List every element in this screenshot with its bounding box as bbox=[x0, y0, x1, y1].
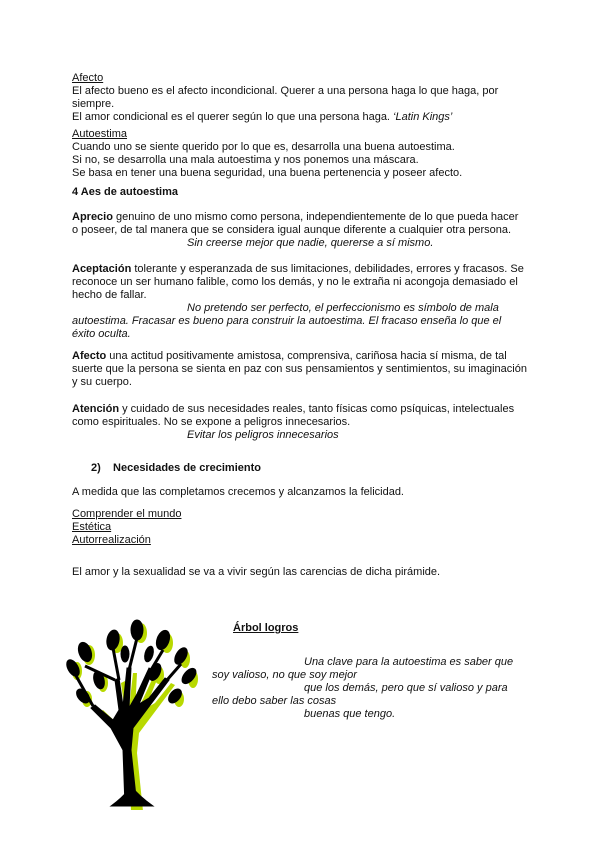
aceptacion-term: Aceptación bbox=[72, 263, 132, 275]
autoestima-line-2: Si no, se desarrolla una mala autoestima y nos ponemos una máscara. bbox=[72, 154, 419, 166]
tree-illustration bbox=[55, 610, 215, 810]
afecto-section bbox=[72, 72, 532, 124]
arbol-quote bbox=[212, 656, 532, 721]
autoestima-heading: Autoestima bbox=[72, 128, 128, 140]
necesidades-intro: A medida que las completamos crecemos y alcanzamos la felicidad. bbox=[72, 486, 404, 498]
afecto-heading: Afecto bbox=[72, 72, 104, 84]
aceptacion-paragraph bbox=[72, 263, 527, 341]
necesidades-closing: El amor y la sexualidad se va a vivir según las carencias de dicha pirámide. bbox=[72, 566, 441, 578]
atencion-quote: Evitar los peligros innecesarios bbox=[187, 429, 339, 441]
atencion-term: Atención bbox=[72, 403, 120, 415]
afecto-a-text: una actitud positivamente amistosa, comprensiva, cariñosa hacia sí misma, de tal suerte que la persona se sienta en paz con sus pensamientos y sentimientos, su imaginación y su cuerpo. bbox=[72, 350, 527, 388]
aprecio-text: genuino de uno mismo como persona, independientemente de lo que pueda hacer o poseer, de tal manera que se considera igual aunque diferente a cualquier otra persona. bbox=[72, 211, 519, 236]
aes-heading: 4 Aes de autoestima bbox=[72, 186, 178, 198]
afecto-a-term: Afecto bbox=[72, 350, 107, 362]
aceptacion-quote-2: autoestima. Fracasar es bueno para construir la autoestima. El fracaso enseña lo que el éxito oculta. bbox=[72, 315, 502, 340]
afecto-line-2: siempre. bbox=[72, 98, 115, 110]
necesidades-list bbox=[72, 508, 181, 547]
autoestima-line-3: Se basa en tener una buena seguridad, una buena pertenencia y poseer afecto. bbox=[72, 167, 463, 179]
arbol-line-5: buenas que tengo. bbox=[304, 708, 396, 720]
afecto-line-1: El afecto bueno es el afecto incondicional. Querer a una persona haga lo que haga, por bbox=[72, 85, 499, 97]
aprecio-quote: Sin creerse mejor que nadie, quererse a sí mismo. bbox=[187, 237, 434, 249]
list-item: Autorrealización bbox=[72, 534, 151, 546]
aprecio-term: Aprecio bbox=[72, 211, 113, 223]
list-item: Estética bbox=[72, 521, 112, 533]
necesidades-heading: 2) Necesidades de crecimiento bbox=[91, 462, 261, 474]
afecto-a-paragraph bbox=[72, 350, 527, 389]
autoestima-line-1: Cuando uno se siente querido por lo que es, desarrolla una buena autoestima. bbox=[72, 141, 455, 153]
arbol-line-4: ello debo saber las cosas bbox=[212, 695, 337, 707]
arbol-line-3: que los demás, pero que sí valioso y para bbox=[304, 682, 508, 694]
latin-kings-quote: ‘Latin Kings’ bbox=[393, 111, 453, 123]
afecto-line-3: El amor condicional es el querer según lo que una persona haga. ‘Latin Kings’ bbox=[72, 111, 453, 123]
list-item: Comprender el mundo bbox=[72, 508, 182, 520]
aceptacion-text: tolerante y esperanzada de sus limitaciones, debilidades, errores y fracasos. Se reconoce un ser humano falible, como los demás, y no le extraña ni acongoja demasiado el hecho de fallar. bbox=[72, 263, 524, 301]
arbol-line-1: Una clave para la autoestima es saber que bbox=[304, 656, 514, 668]
atencion-text: y cuidado de sus necesidades reales, tanto físicas como psíquicas, intelectuales como espirituales. No se expone a peligros innecesarios. bbox=[72, 403, 515, 428]
aceptacion-quote-1: No pretendo ser perfecto, el perfeccionismo es símbolo de mala bbox=[187, 302, 499, 314]
tree-body bbox=[64, 620, 198, 806]
autoestima-section bbox=[72, 128, 532, 180]
aprecio-paragraph bbox=[72, 211, 527, 250]
arbol-title: Árbol logros bbox=[233, 622, 299, 634]
atencion-paragraph bbox=[72, 403, 527, 442]
arbol-line-2: soy valioso, no que soy mejor bbox=[212, 669, 357, 681]
